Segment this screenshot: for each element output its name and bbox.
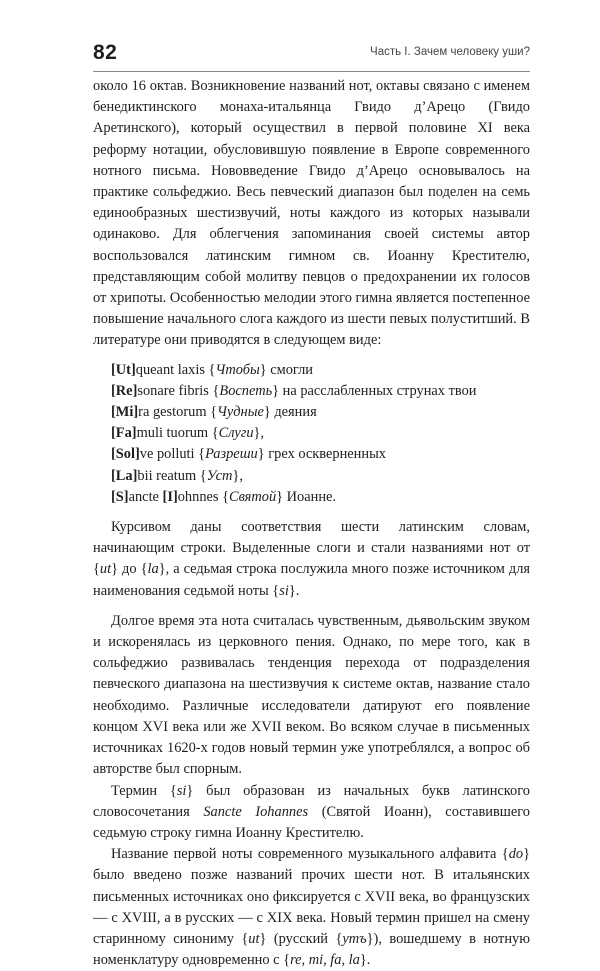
hymn-syllable: [I] [162, 488, 178, 505]
note-do: do [508, 846, 524, 863]
page-number: 82 [93, 41, 118, 64]
latin-phrase: Sancte Iohannes [203, 803, 309, 820]
hymn-latin: muli tuorum { [136, 425, 219, 442]
hymn-rest: } на расслабленных струнах твои [272, 382, 477, 399]
note-ut: ut [99, 561, 112, 578]
hymn-translation: Уст [206, 467, 233, 484]
paragraph-2 [93, 517, 530, 602]
hymn-translation: Разреши [205, 446, 258, 463]
hymn-translation: Святой [229, 488, 277, 505]
text-run: } до { [111, 561, 148, 578]
hymn-translation: Чтобы [215, 361, 260, 378]
hymn-line [111, 381, 530, 402]
hymn-translation: Воспеть [219, 382, 273, 399]
hymn-latin: ve polluti { [139, 446, 206, 463]
hymn-latin: ohnnes { [177, 488, 230, 505]
hymn-rest: } смогли [259, 361, 313, 378]
text-run: }, а седьмая строка послужила много позже источником для наименования седьмой ноты { [93, 561, 531, 599]
hymn-translation: Слуги [218, 425, 254, 442]
hymn-latin: bii reatum { [137, 467, 207, 484]
text-run: } был образован из начальных букв латинского словосочетания [93, 782, 530, 820]
hymn-syllable: [S] [111, 488, 129, 505]
note-list: re, mi, fa, la [290, 952, 360, 969]
hymn-line [111, 423, 530, 444]
hymn-syllable: [Mi] [111, 404, 139, 421]
hymn-syllable: [Sol] [111, 446, 140, 463]
note-si: si [279, 582, 289, 599]
hymn-line [111, 402, 530, 423]
text-run: Название первой ноты современного музыкального алфавита { [111, 846, 509, 863]
hymn-rest: }, [253, 425, 265, 442]
note-si: si [176, 782, 187, 799]
note-ut-russian: утъ [342, 930, 367, 947]
hymn-syllable: [Ut] [111, 361, 136, 378]
paragraph-5 [93, 844, 530, 971]
hymn-syllable: [La] [111, 467, 138, 484]
hymn-latin: ra gestorum { [138, 404, 218, 421]
note-la: la [147, 561, 159, 578]
paragraph-4 [93, 781, 530, 845]
text-run: }. [288, 582, 300, 599]
running-title: Часть I. Зачем человеку уши? [370, 46, 530, 58]
hymn-syllable: [Re] [111, 382, 138, 399]
hymn-line [111, 466, 530, 487]
page-header [93, 41, 530, 72]
hymn-rest: } деяния [263, 404, 317, 421]
hymn-rest: }, [232, 467, 243, 484]
hymn-verses [111, 360, 530, 508]
main-text [93, 76, 530, 971]
hymn-latin: queant laxis { [135, 361, 216, 378]
hymn-rest: } грех оскверненных [257, 446, 386, 463]
text-run: (Святой Иоанн), составившего седьмую строку гимна Иоанну Крестителю. [93, 803, 530, 841]
text-run: Термин { [111, 782, 177, 799]
hymn-latin: ancte [128, 488, 163, 505]
hymn-rest: } Иоанне. [276, 488, 337, 505]
hymn-syllable: [Fa] [111, 425, 137, 442]
paragraph-3: Долгое время эта нота считалась чувственным, дьявольским звуком и искоренялась из церковного пения. Однако, по мере того, как в сольфеджио развивалась тенденция перехода от подразделения певческого диапазона на шестизвучия к системе октав, название стало необходимо. Различные исследователи датируют его появление концом XVI века или же XVII веком. Во всяком случае в письменных источниках 1620-х годов новый термин уже употреблялся, а вопрос об авторстве был спорным. [93, 612, 530, 778]
paragraph-1: около 16 октав. Возникновение названий нот, октавы связано с именем бенедиктинского монаха-итальянца Гвидо д’Арецо (Гвидо Аретинского), который осуществил в первой половине XI века реформу нотации, обусловившую появление в Европе современного нотного письма. Нововведение Гвидо д’Арецо основывалось на практике сольфеджио. Весь певческий диапазон был поделен на семь единообразных шестизвучий, ноты каждого из которых называли одинаково. Для облегчения запоминания своей системы автор воспользовался латинским гимном св. Иоанну Крестителю, представляющим собой молитву певцов о предохранении их голосов от хрипоты. Особенностью мелодии этого гимна является постепенное повышение начального слога каждого из шести певых полуститший. В литературе они приводятся в следующем виде: [93, 78, 530, 349]
text-run: }. [359, 952, 371, 969]
text-run: } (русский { [259, 930, 343, 947]
hymn-line [111, 360, 530, 381]
text-run: }), вошедшему в нотную номенклатуру одновременно с { [93, 930, 530, 969]
hymn-translation: Чудные [217, 404, 264, 421]
note-ut: ut [248, 930, 260, 947]
hymn-line [111, 444, 530, 465]
text-run: } было введено позже названий прочих шести нот. В итальянских письменных источниках оно фиксируется с XVII века, во французских — с XVIII, а в русских — с XIX века. Новый термин пришел на смену старинному синониму { [93, 846, 530, 947]
text-run: Курсивом даны соответствия шести латинским словам, начинающим строки. Выделенные слоги и стали названиями нот от { [93, 519, 530, 578]
hymn-latin: sonare fibris { [137, 382, 220, 399]
hymn-line [111, 487, 530, 508]
